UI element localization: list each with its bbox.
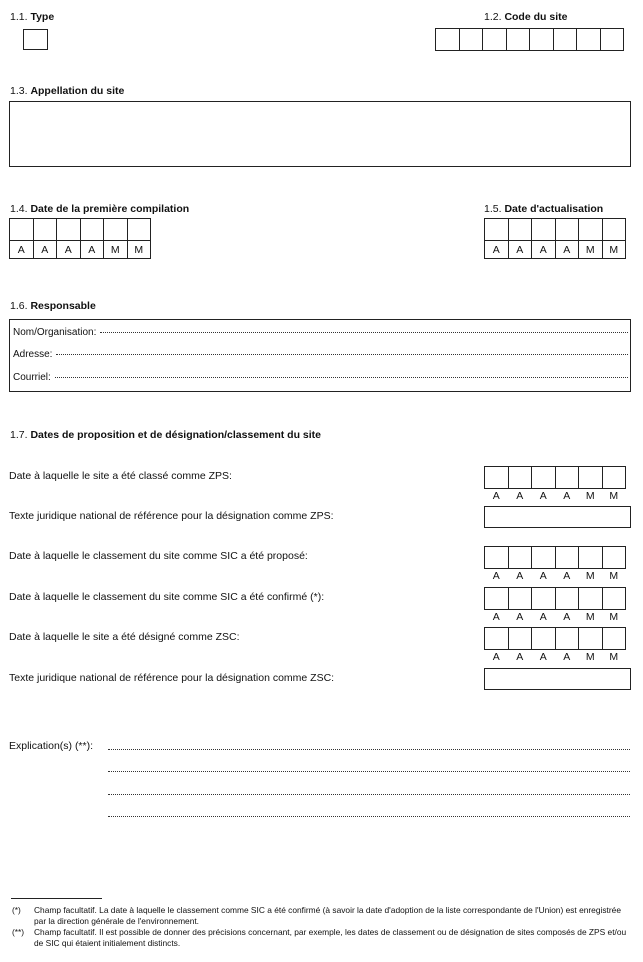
section-number: 1.7. (10, 429, 28, 441)
site-code-cell[interactable] (506, 28, 531, 51)
update-date-boxes[interactable] (484, 218, 626, 241)
email-label: Courriel: (13, 372, 51, 383)
footnote-mark: (**) (12, 927, 25, 937)
site-code-boxes[interactable] (435, 28, 624, 51)
section-title: Code du site (504, 11, 568, 23)
section-number: 1.3. (10, 85, 28, 97)
date-cell[interactable] (531, 466, 556, 489)
org-label: Nom/Organisation: (13, 327, 97, 338)
zps-date-labels (484, 490, 626, 502)
date-cell[interactable] (555, 627, 580, 650)
date-label: M (609, 611, 619, 623)
email-field[interactable] (13, 372, 628, 383)
footnote-text: Champ facultatif. Il est possible de donner des précisions concernant, par exemple, les dates de classement ou de désignation de sites composés de ZPS et/ou de SIC qui étaient initialement distincts. (34, 927, 627, 948)
site-code-cell[interactable] (529, 28, 554, 51)
date-cell[interactable] (103, 218, 128, 241)
date-label: M (103, 240, 128, 259)
type-input-box[interactable] (23, 29, 48, 50)
date-label: A (492, 651, 500, 663)
date-label: A (484, 240, 509, 259)
date-label: A (563, 570, 571, 582)
section-number: 1.5. (484, 203, 502, 215)
first-compilation-date-boxes[interactable] (9, 218, 151, 241)
section-number: 1.2. (484, 11, 502, 23)
date-cell[interactable] (578, 466, 603, 489)
date-label: A (516, 570, 524, 582)
date-cell[interactable] (578, 627, 603, 650)
section-title: Date d'actualisation (504, 203, 604, 215)
date-label: A (492, 570, 500, 582)
date-cell[interactable] (80, 218, 105, 241)
date-cell[interactable] (508, 546, 533, 569)
section-1-2-heading (484, 11, 567, 23)
org-dotted-line (100, 332, 628, 333)
date-label: A (539, 651, 547, 663)
explanation-label: Explication(s) (**): (9, 740, 94, 752)
email-dotted-line (55, 377, 628, 378)
section-title: Appellation du site (30, 85, 125, 97)
footnote-mark: (*) (12, 905, 21, 915)
sic-confirmed-date-boxes[interactable] (484, 587, 626, 610)
date-label: A (539, 490, 547, 502)
site-code-cell[interactable] (435, 28, 460, 51)
date-label: A (516, 611, 524, 623)
org-field[interactable] (13, 327, 628, 338)
date-label: M (609, 570, 619, 582)
footnote-separator (11, 898, 102, 899)
sic-proposed-date-boxes[interactable] (484, 546, 626, 569)
date-label: A (516, 490, 524, 502)
date-cell[interactable] (602, 466, 627, 489)
date-cell[interactable] (508, 218, 533, 241)
footnote-2 (12, 927, 629, 948)
sic-proposed-date-labels (484, 570, 626, 582)
date-cell[interactable] (555, 587, 580, 610)
date-label: M (585, 490, 595, 502)
section-1-4-heading (10, 203, 189, 215)
section-1-6-heading (10, 300, 96, 312)
zsc-legal-text-input[interactable] (484, 668, 631, 690)
date-cell[interactable] (9, 218, 34, 241)
first-compilation-date-labels (9, 240, 151, 259)
site-code-cell[interactable] (553, 28, 578, 51)
date-label: A (56, 240, 81, 259)
date-label: M (585, 570, 595, 582)
section-1-3-heading (10, 85, 124, 97)
date-cell[interactable] (484, 587, 509, 610)
date-cell[interactable] (508, 466, 533, 489)
date-cell[interactable] (602, 627, 627, 650)
site-code-cell[interactable] (459, 28, 484, 51)
explanation-line[interactable] (108, 771, 630, 772)
date-label: A (9, 240, 34, 259)
date-label: M (609, 651, 619, 663)
section-1-5-heading (484, 203, 603, 215)
date-cell[interactable] (602, 218, 627, 241)
date-cell[interactable] (56, 218, 81, 241)
update-date-labels (484, 240, 626, 259)
section-1-1-heading (10, 11, 54, 23)
date-label: A (539, 611, 547, 623)
date-label: M (578, 240, 603, 259)
section-number: 1.1. (10, 11, 28, 23)
site-code-cell[interactable] (600, 28, 625, 51)
section-title: Responsable (30, 300, 96, 312)
date-cell[interactable] (602, 587, 627, 610)
sic-confirmed-label: Date à laquelle le classement du site comme SIC a été confirmé (*): (9, 591, 325, 603)
zsc-legal-text-label: Texte juridique national de référence pour la désignation comme ZSC: (9, 672, 335, 684)
section-title: Type (30, 11, 55, 23)
explanation-line[interactable] (108, 816, 630, 817)
date-cell[interactable] (484, 466, 509, 489)
footnote-text: Champ facultatif. La date à laquelle le classement comme SIC a été confirmé (à savoir la date d'adoption de la liste correspondante de l'Union) est enregistrée par la direction générale de l'environnement. (34, 905, 621, 926)
sic-proposed-label: Date à laquelle le classement du site comme SIC a été proposé: (9, 550, 308, 562)
section-title: Dates de proposition et de désignation/classement du site (30, 429, 321, 441)
date-label: M (127, 240, 152, 259)
date-label: A (80, 240, 105, 259)
date-label: M (602, 240, 627, 259)
section-title: Date de la première compilation (30, 203, 190, 215)
zsc-date-labels (484, 651, 626, 663)
date-cell[interactable] (578, 546, 603, 569)
date-label: A (563, 611, 571, 623)
explanation-line[interactable] (108, 794, 630, 795)
site-name-box[interactable] (9, 101, 631, 167)
explanation-line[interactable] (108, 749, 630, 750)
footnote-1 (12, 905, 629, 926)
date-cell[interactable] (555, 218, 580, 241)
date-cell[interactable] (484, 218, 509, 241)
zps-legal-text-label: Texte juridique national de référence pour la désignation comme ZPS: (9, 510, 334, 522)
site-code-cell[interactable] (482, 28, 507, 51)
date-label: M (585, 651, 595, 663)
date-cell[interactable] (508, 587, 533, 610)
date-cell[interactable] (578, 218, 603, 241)
date-label: A (555, 240, 580, 259)
zps-date-boxes[interactable] (484, 466, 626, 489)
date-label: A (563, 651, 571, 663)
site-code-cell[interactable] (576, 28, 601, 51)
address-label: Adresse: (13, 349, 53, 360)
date-cell[interactable] (127, 218, 152, 241)
date-cell[interactable] (555, 546, 580, 569)
date-label: A (492, 490, 500, 502)
date-label: A (33, 240, 58, 259)
zsc-date-boxes[interactable] (484, 627, 626, 650)
date-cell[interactable] (531, 587, 556, 610)
date-cell[interactable] (484, 627, 509, 650)
date-cell[interactable] (531, 218, 556, 241)
date-cell[interactable] (33, 218, 58, 241)
date-label: A (531, 240, 556, 259)
date-label: A (539, 570, 547, 582)
section-1-7-heading (10, 429, 321, 441)
date-label: A (516, 651, 524, 663)
date-cell[interactable] (484, 546, 509, 569)
sic-confirmed-date-labels (484, 611, 626, 623)
date-cell[interactable] (602, 546, 627, 569)
zps-date-label: Date à laquelle le site a été classé comme ZPS: (9, 470, 232, 482)
date-label: M (585, 611, 595, 623)
section-number: 1.4. (10, 203, 28, 215)
date-cell[interactable] (578, 587, 603, 610)
address-field[interactable] (13, 349, 628, 360)
section-number: 1.6. (10, 300, 28, 312)
date-cell[interactable] (531, 546, 556, 569)
date-label: A (492, 611, 500, 623)
address-dotted-line (56, 354, 628, 355)
date-cell[interactable] (508, 627, 533, 650)
date-cell[interactable] (531, 627, 556, 650)
date-label: M (609, 490, 619, 502)
zps-legal-text-input[interactable] (484, 506, 631, 528)
date-label: A (508, 240, 533, 259)
zsc-date-label: Date à laquelle le site a été désigné comme ZSC: (9, 631, 240, 643)
date-cell[interactable] (555, 466, 580, 489)
date-label: A (563, 490, 571, 502)
